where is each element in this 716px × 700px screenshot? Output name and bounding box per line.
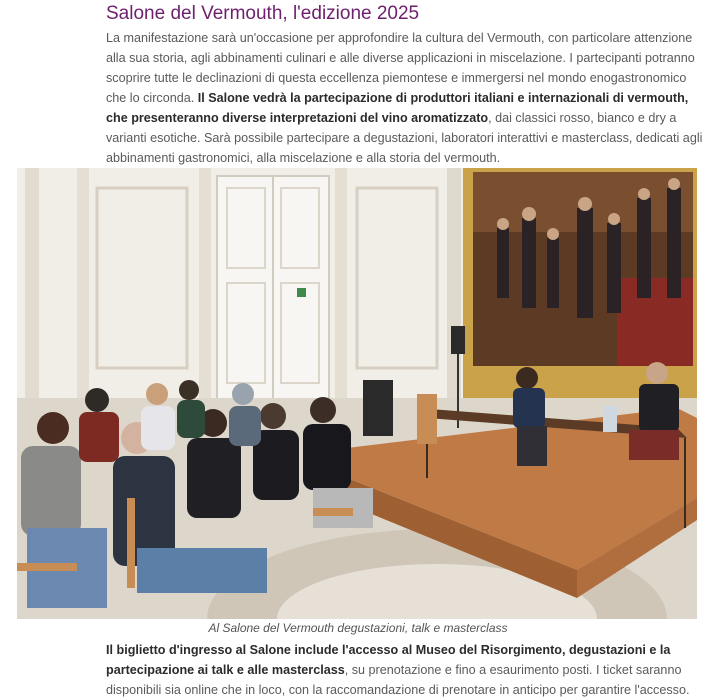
event-photo: [17, 168, 697, 619]
intro-bold-text: Il Salone vedrà la partecipazione di produttori italiani e internazionali di vermouth, che presenteranno diverse interpretazioni del vino aromatizzato: [106, 91, 689, 125]
intro-text-1: La manifestazione sarà un'occasione per approfondire la cultura del Vermouth, con particolare attenzione alla sua storia, agli abbinamenti culinari e alle diverse applicazioni in miscelazione. I partecipanti potranno scoprire tutte le declinazioni di questa eccellenza piemontese e immergersi nel mondo enogastronomico che lo circonda.: [106, 31, 695, 105]
outro-text: , su prenotazione e fino a esaurimento posti. I ticket saranno disponibili sia online che in loco, con la raccomandazione di prenotare in anticipo per garantire l'accesso.: [106, 663, 690, 697]
photo-caption: Al Salone del Vermouth degustazioni, talk e masterclass: [208, 621, 508, 635]
article-title: Salone del Vermouth, l'edizione 2025: [106, 3, 420, 24]
intro-paragraph: [106, 28, 706, 168]
outro-bold-text: Il biglietto d'ingresso al Salone include l'accesso al Museo del Risorgimento, degustazioni e la partecipazione ai talk e alle masterclass: [106, 643, 671, 677]
intro-text-2: , dai classici rosso, bianco e dry a varianti esotiche. Sarà possibile partecipare a degustazioni, laboratori interattivi e masterclass, dedicati agli abbinamenti gastronomici, alla miscelazione e alla storia del vermouth.: [106, 111, 703, 165]
outro-paragraph: [106, 640, 706, 700]
